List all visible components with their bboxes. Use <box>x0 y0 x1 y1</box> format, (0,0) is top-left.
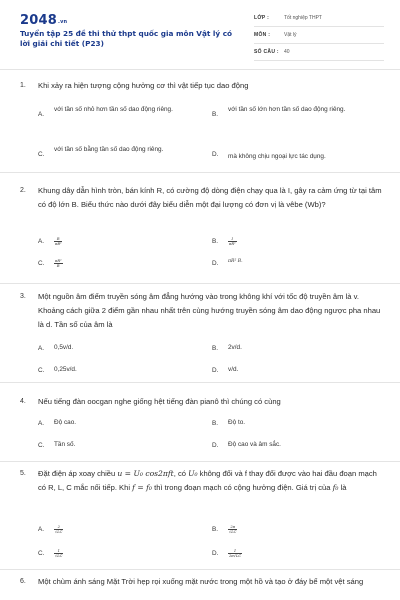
formula-amplitude: U₀ <box>188 469 198 478</box>
option-label: D. <box>212 367 219 374</box>
option-label: C. <box>38 151 45 158</box>
meta-key: LỚP : <box>254 15 270 21</box>
option-formula <box>228 236 237 248</box>
header-divider <box>0 69 400 70</box>
meta-key: SỐ CÂU : <box>254 49 279 55</box>
option-text: Độ cao. <box>54 419 77 426</box>
option-label: C. <box>38 550 45 557</box>
logo-main: 2048 <box>20 13 57 28</box>
option-label: B. <box>212 420 219 427</box>
fraction-numerator: 1 <box>228 549 242 554</box>
option-formula <box>54 524 63 536</box>
option-text: Tần số. <box>54 441 76 448</box>
question-text-part: Đặt điện áp xoay chiều <box>38 469 118 478</box>
option-text: Độ cao và âm sắc. <box>228 441 281 448</box>
fraction-denominator: πR² <box>229 241 236 246</box>
option-formula <box>54 258 63 270</box>
question-divider <box>0 172 400 173</box>
fraction-denominator: πB² <box>55 241 62 246</box>
fraction-numerator: R <box>54 237 62 242</box>
meta-value: Vật lý <box>284 32 297 38</box>
option-formula <box>54 236 62 248</box>
question-text-part: thì trong đoạn mạch có cộng hưởng điện. Giá trị của <box>151 483 333 492</box>
question-divider <box>0 283 400 284</box>
fraction-denominator: √LC <box>55 553 63 558</box>
question-number: 5. <box>20 470 26 477</box>
option-label: C. <box>38 442 45 449</box>
question-text-part: là <box>338 483 347 492</box>
option-formula <box>228 548 242 560</box>
meta-row-count <box>254 47 384 61</box>
meta-value: Tốt nghiệp THPT <box>284 15 322 21</box>
fraction-numerator: 2π <box>228 525 237 530</box>
question-text-part: , có <box>173 469 189 478</box>
meta-key: MÔN : <box>254 32 271 38</box>
question-text-part: không đổi và f thay đổi được vào hai đầu đoạn mạch có R, L, C mắc nối tiếp. Khi <box>38 469 377 492</box>
option-label: A. <box>38 526 45 533</box>
site-logo[interactable] <box>20 13 67 28</box>
option-text: v/d. <box>228 366 239 373</box>
meta-value: 40 <box>284 49 290 55</box>
option-text: Độ to. <box>228 419 246 426</box>
question-divider <box>0 382 400 383</box>
option-text: với tần số lớn hơn tần số dao động riêng. <box>228 106 346 113</box>
option-text: với tần số bằng tần số dao động riêng. <box>54 146 164 153</box>
option-text: 0,5v/d. <box>54 344 74 351</box>
option-label: C. <box>38 367 45 374</box>
question-number: 2. <box>20 187 26 194</box>
question-number: 4. <box>20 398 26 405</box>
option-text: mà không chịu ngoại lực tác dụng. <box>228 153 326 160</box>
fraction-numerator: 1 <box>54 549 63 554</box>
fraction-numerator: 2 <box>54 525 63 530</box>
question-number: 6. <box>20 578 26 585</box>
meta-row-subject <box>254 30 384 44</box>
option-label: D. <box>212 442 219 449</box>
fraction-numerator: I <box>228 237 237 242</box>
option-label: B. <box>212 238 219 245</box>
formula-frequency: f = f₀ <box>132 483 152 492</box>
option-label: B. <box>212 345 219 352</box>
question-divider <box>0 569 400 570</box>
question-text <box>38 467 383 495</box>
option-formula <box>54 548 63 560</box>
formula-f0: f₀ <box>332 483 339 492</box>
fraction-denominator: √LC <box>229 529 237 534</box>
option-label: C. <box>38 260 45 267</box>
option-label: A. <box>38 238 45 245</box>
fraction-denominator: B <box>56 263 60 268</box>
document-header <box>0 0 400 66</box>
option-label: B. <box>212 526 219 533</box>
option-label: B. <box>212 111 219 118</box>
option-label: A. <box>38 111 45 118</box>
question-text: Nếu tiếng đàn oocgan nghe giống hệt tiếng đàn pianô thì chúng có cùng <box>38 397 281 406</box>
option-label: D. <box>212 550 219 557</box>
question-text: Một nguồn âm điểm truyền sóng âm đẳng hướng vào trong không khí với tốc độ truyền âm là v. Khoảng cách giữa 2 điểm gần nhau nhất trên cùng hướng truyền sóng âm dao động ngược pha nhau là d. Tần số của âm là <box>38 292 381 329</box>
option-label: A. <box>38 345 45 352</box>
fraction-denominator: √LC <box>55 529 63 534</box>
document-title: Tuyển tập 25 đề thi thử thpt quốc gia môn Vật lý có lời giải chi tiết (P23) <box>20 29 233 48</box>
option-text: với tần số nhỏ hơn tần số dao động riêng. <box>54 106 173 113</box>
fraction-denominator: 2π√LC <box>229 553 242 558</box>
option-text: 0,25v/d. <box>54 366 77 373</box>
option-label: D. <box>212 151 219 158</box>
option-label: A. <box>38 420 45 427</box>
formula-voltage: u = U₀ cos2πft <box>117 469 174 478</box>
question-text: Một chùm ánh sáng Mặt Trời hẹp rọi xuống mặt nước trong một hồ và tạo ở đáy bể một vệt sáng <box>38 577 364 586</box>
question-number: 3. <box>20 293 26 300</box>
option-text: 2v/d. <box>228 344 242 351</box>
option-label: D. <box>212 260 219 267</box>
question-number: 1. <box>20 82 26 89</box>
meta-row-class <box>254 13 384 27</box>
option-formula <box>228 524 237 536</box>
document-meta <box>254 13 384 64</box>
question-text: Khi xảy ra hiện tượng cộng hưởng cơ thì vật tiếp tục dao động <box>38 81 249 90</box>
question-divider <box>0 461 400 462</box>
question-text: Khung dây dẫn hình tròn, bán kính R, có cường độ dòng điện chạy qua là I, gây ra cảm ứng từ tại tâm có độ lớn B. Biểu thức nào dưới đây biểu diễn một đại lượng có đơn vị là vêbe (Wb)? <box>38 186 382 209</box>
option-text: πR² B. <box>228 259 243 264</box>
logo-sub: .vn <box>57 19 68 25</box>
fraction-numerator: πR² <box>55 258 62 263</box>
